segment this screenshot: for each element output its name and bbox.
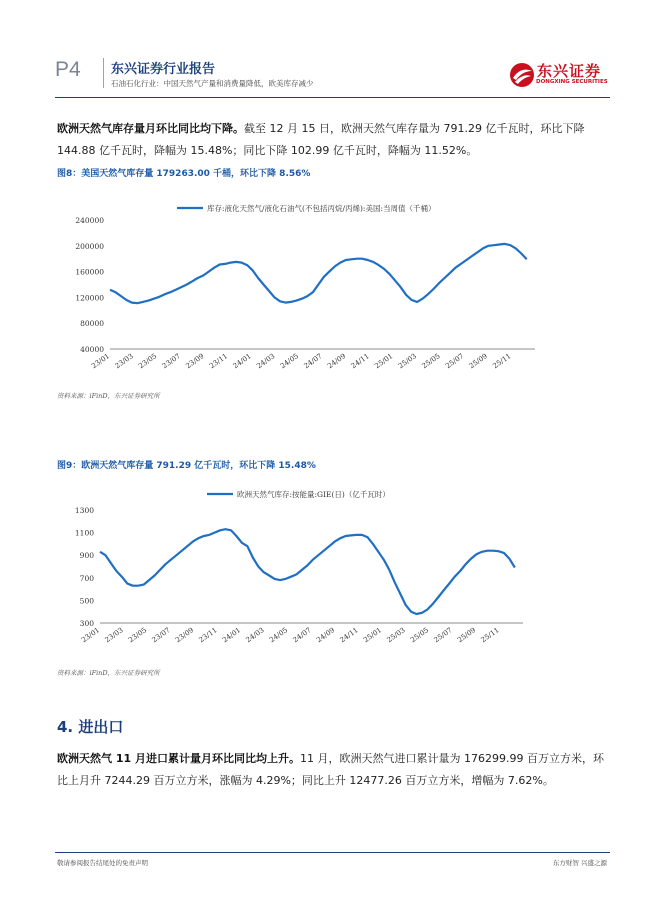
y-tick-label: 300 <box>79 619 94 628</box>
x-tick-label: 23/09 <box>174 626 196 645</box>
y-tick-label: 500 <box>79 596 94 606</box>
x-tick-label: 25/07 <box>432 626 454 645</box>
x-tick-label: 24/05 <box>268 626 290 645</box>
x-tick-label: 24/01 <box>231 352 253 371</box>
header-rule <box>55 97 610 98</box>
y-tick-label: 1300 <box>74 506 94 515</box>
x-tick-label: 23/11 <box>208 352 230 371</box>
logo-english: DONGXING SECURITIES <box>536 79 608 85</box>
logo-name: 东兴证券 <box>537 62 602 80</box>
paragraph-eu-storage <box>57 118 607 162</box>
footer-rule <box>55 852 610 853</box>
page-number: P4 <box>55 58 81 81</box>
x-tick-label: 24/07 <box>291 626 313 645</box>
x-tick-label: 24/09 <box>315 626 337 645</box>
x-tick-label: 24/11 <box>349 352 371 371</box>
figure-8-source: 资料来源：iFinD，东兴证券研究所 <box>57 392 160 400</box>
header-divider <box>103 58 104 88</box>
us-lng-storage-chart <box>57 192 602 372</box>
x-tick-label: 24/11 <box>338 626 360 645</box>
x-tick-label: 25/09 <box>467 352 489 371</box>
paragraph-text: 11 月，欧洲天然气进口累计量为 176299.99 百万立方米，环比上月升 7244.29 百万立方米，涨幅为 4.29%；同比上升 12477.26 百万立方米，增幅为 7.62%。 <box>57 752 604 787</box>
x-tick-label: 25/11 <box>479 626 501 645</box>
y-tick-label: 1100 <box>74 528 94 538</box>
x-tick-label: 25/03 <box>385 626 407 645</box>
section-heading: 4. 进出口 <box>57 718 124 736</box>
x-tick-label: 23/09 <box>184 352 206 371</box>
logo-emblem-icon <box>509 62 535 88</box>
series-line <box>110 244 527 303</box>
figure-9-source: 资料来源：iFinD，东兴证券研究所 <box>57 669 160 677</box>
x-tick-label: 25/05 <box>409 626 431 645</box>
y-tick-label: 240000 <box>75 216 104 225</box>
legend-label: 欧洲天然气库存:按能量:GIE(日)（亿千瓦时） <box>237 490 390 499</box>
x-tick-label: 23/11 <box>197 626 219 645</box>
report-subtitle: 石油石化行业：中国天然气产量和消费量降低，欧美库存减少 <box>111 79 314 88</box>
x-tick-label: 25/11 <box>491 352 513 371</box>
legend-label: 库存:液化天然气/液化石油气(不包括丙烷/丙烯):美国:当周值（千桶） <box>207 204 436 213</box>
x-tick-label: 25/01 <box>362 626 384 645</box>
figure-8-chart <box>57 192 602 372</box>
x-tick-label: 24/03 <box>255 352 277 371</box>
x-tick-label: 25/01 <box>373 352 395 371</box>
paragraph-eu-imports <box>57 748 607 792</box>
y-tick-label: 80000 <box>80 319 104 329</box>
x-tick-label: 25/05 <box>420 352 442 371</box>
x-tick-label: 25/07 <box>444 352 466 371</box>
y-tick-label: 160000 <box>75 267 104 277</box>
y-tick-label: 700 <box>79 573 94 583</box>
figure-8-title: 图8：美国天然气库存量 179263.00 千桶，环比下降 8.56% <box>57 169 311 179</box>
footer-slogan: 东方财智 兴盛之源 <box>552 859 607 867</box>
x-tick-label: 23/01 <box>80 626 102 645</box>
x-tick-label: 24/07 <box>302 352 324 371</box>
figure-9-title: 图9：欧洲天然气库存量 791.29 亿千瓦时，环比下降 15.48% <box>57 461 316 471</box>
x-tick-label: 23/07 <box>160 352 182 371</box>
figure-9-chart <box>57 482 602 652</box>
x-tick-label: 23/05 <box>127 626 149 645</box>
x-tick-label: 24/09 <box>326 352 348 371</box>
y-tick-label: 40000 <box>80 345 104 354</box>
x-tick-label: 23/05 <box>137 352 159 371</box>
x-tick-label: 24/03 <box>244 626 266 645</box>
company-logo <box>509 58 609 94</box>
x-tick-label: 24/05 <box>278 352 301 371</box>
eu-gas-storage-chart <box>57 482 602 652</box>
x-tick-label: 25/09 <box>456 626 478 645</box>
x-tick-label: 23/01 <box>90 352 112 371</box>
x-tick-label: 23/03 <box>113 352 135 371</box>
report-title: 东兴证券行业报告 <box>111 62 216 77</box>
x-tick-label: 23/07 <box>150 626 172 645</box>
paragraph-lead: 欧洲天然气库存量月环比同比均下降。 <box>57 122 244 135</box>
series-line <box>100 529 515 614</box>
footer-disclaimer: 敬请参阅报告结尾处的免责声明 <box>57 859 148 867</box>
x-tick-label: 24/01 <box>221 626 243 645</box>
y-tick-label: 200000 <box>75 241 104 251</box>
paragraph-text: 截至 12 月 15 日，欧洲天然气库存量为 791.29 亿千瓦时，环比下降 144.88 亿千瓦时，降幅为 15.48%；同比下降 102.99 亿千瓦时，降幅为 11.52%。 <box>57 122 585 157</box>
y-tick-label: 900 <box>79 551 94 561</box>
x-tick-label: 23/03 <box>103 626 125 645</box>
paragraph-lead: 欧洲天然气 11 月进口累计量月环比同比均上升。 <box>57 752 300 765</box>
y-tick-label: 120000 <box>75 293 104 303</box>
x-tick-label: 25/03 <box>396 352 419 371</box>
